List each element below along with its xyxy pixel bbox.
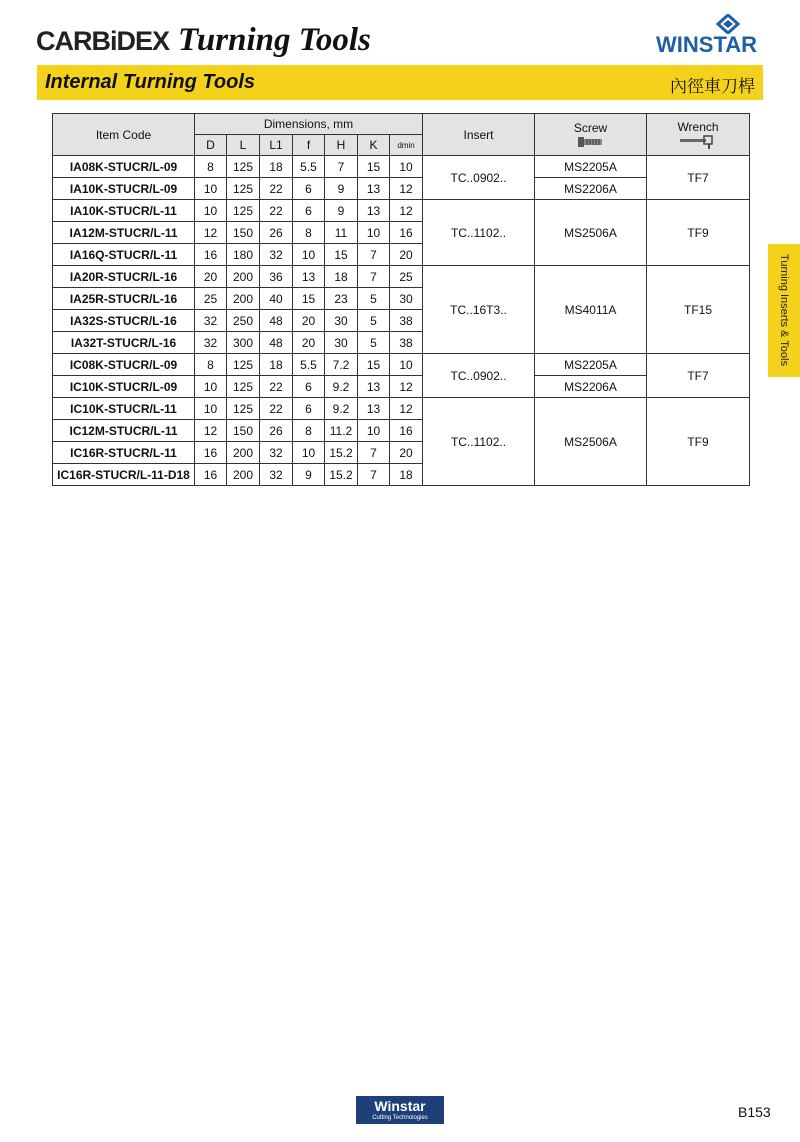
dim-cell: 9.2 bbox=[325, 376, 358, 398]
dim-cell: 20 bbox=[293, 310, 325, 332]
dim-cell: 32 bbox=[195, 332, 227, 354]
item-code-cell: IC12M-STUCR/L-11 bbox=[53, 420, 195, 442]
insert-cell: TC..1102.. bbox=[423, 398, 535, 486]
footer-winstar-logo bbox=[356, 1096, 444, 1124]
side-tab[interactable] bbox=[768, 244, 800, 377]
dim-cell: 7 bbox=[358, 266, 390, 288]
insert-cell: TC..1102.. bbox=[423, 200, 535, 266]
dim-cell: 12 bbox=[195, 420, 227, 442]
header-item-code: Item Code bbox=[53, 114, 195, 156]
dim-cell: 32 bbox=[260, 464, 293, 486]
dim-cell: 6 bbox=[293, 376, 325, 398]
dim-cell: 8 bbox=[293, 222, 325, 244]
dim-cell: 25 bbox=[390, 266, 423, 288]
dim-cell: 30 bbox=[325, 332, 358, 354]
dim-cell: 6 bbox=[293, 398, 325, 420]
item-code-cell: IC16R-STUCR/L-11 bbox=[53, 442, 195, 464]
dim-cell: 20 bbox=[390, 442, 423, 464]
screw-cell: MS2206A bbox=[535, 376, 647, 398]
header-dim-D: D bbox=[195, 135, 227, 156]
dim-cell: 6 bbox=[293, 200, 325, 222]
section-banner bbox=[37, 65, 763, 100]
dim-cell: 30 bbox=[390, 288, 423, 310]
wrench-cell: TF15 bbox=[647, 266, 750, 354]
table-row bbox=[53, 376, 750, 398]
screw-cell: MS2205A bbox=[535, 354, 647, 376]
dim-cell: 10 bbox=[358, 222, 390, 244]
dim-cell: 250 bbox=[227, 310, 260, 332]
header-screw bbox=[535, 114, 647, 156]
dim-cell: 32 bbox=[195, 310, 227, 332]
wrench-cell: TF9 bbox=[647, 398, 750, 486]
dim-cell: 20 bbox=[390, 244, 423, 266]
dim-cell: 5 bbox=[358, 310, 390, 332]
dim-cell: 16 bbox=[195, 244, 227, 266]
dim-cell: 15 bbox=[358, 354, 390, 376]
dim-cell: 7 bbox=[358, 464, 390, 486]
screw-cell: MS2206A bbox=[535, 178, 647, 200]
dim-cell: 12 bbox=[390, 178, 423, 200]
header-dim-f: f bbox=[293, 135, 325, 156]
header-dim-dmin: dmin bbox=[390, 135, 423, 156]
page-title: Turning Tools bbox=[178, 22, 371, 58]
insert-cell: TC..0902.. bbox=[423, 156, 535, 200]
dim-cell: 38 bbox=[390, 310, 423, 332]
spec-table bbox=[52, 113, 750, 486]
table-row bbox=[53, 200, 750, 222]
header-dim-K: K bbox=[358, 135, 390, 156]
page-number: B153 bbox=[738, 1104, 771, 1120]
dim-cell: 125 bbox=[227, 178, 260, 200]
dim-cell: 15.2 bbox=[325, 442, 358, 464]
dim-cell: 10 bbox=[195, 200, 227, 222]
item-code-cell: IC08K-STUCR/L-09 bbox=[53, 354, 195, 376]
dim-cell: 300 bbox=[227, 332, 260, 354]
dim-cell: 11.2 bbox=[325, 420, 358, 442]
screw-cell: MS2205A bbox=[535, 156, 647, 178]
item-code-cell: IA32T-STUCR/L-16 bbox=[53, 332, 195, 354]
dim-cell: 48 bbox=[260, 332, 293, 354]
dim-cell: 15 bbox=[358, 156, 390, 178]
screw-cell: MS4011A bbox=[535, 266, 647, 354]
footer-logo-tagline: Cutting Technologies bbox=[372, 1115, 428, 1121]
dim-cell: 18 bbox=[325, 266, 358, 288]
item-code-cell: IA10K-STUCR/L-11 bbox=[53, 200, 195, 222]
dim-cell: 16 bbox=[195, 442, 227, 464]
dim-cell: 12 bbox=[195, 222, 227, 244]
dim-cell: 10 bbox=[293, 442, 325, 464]
dim-cell: 125 bbox=[227, 398, 260, 420]
table-row bbox=[53, 398, 750, 420]
dim-cell: 150 bbox=[227, 222, 260, 244]
dim-cell: 10 bbox=[390, 156, 423, 178]
dim-cell: 26 bbox=[260, 420, 293, 442]
header-insert: Insert bbox=[423, 114, 535, 156]
item-code-cell: IA08K-STUCR/L-09 bbox=[53, 156, 195, 178]
dim-cell: 200 bbox=[227, 288, 260, 310]
item-code-cell: IA12M-STUCR/L-11 bbox=[53, 222, 195, 244]
header-screw-label: Screw bbox=[573, 120, 608, 135]
dim-cell: 200 bbox=[227, 266, 260, 288]
item-code-cell: IA20R-STUCR/L-16 bbox=[53, 266, 195, 288]
dim-cell: 13 bbox=[358, 398, 390, 420]
dim-cell: 5.5 bbox=[293, 156, 325, 178]
screw-icon bbox=[576, 135, 606, 149]
dim-cell: 125 bbox=[227, 200, 260, 222]
header-dim-L: L bbox=[227, 135, 260, 156]
dim-cell: 36 bbox=[260, 266, 293, 288]
dim-cell: 23 bbox=[325, 288, 358, 310]
insert-cell: TC..0902.. bbox=[423, 354, 535, 398]
wrench-cell: TF9 bbox=[647, 200, 750, 266]
dim-cell: 18 bbox=[390, 464, 423, 486]
dim-cell: 125 bbox=[227, 376, 260, 398]
dim-cell: 150 bbox=[227, 420, 260, 442]
item-code-cell: IA10K-STUCR/L-09 bbox=[53, 178, 195, 200]
dim-cell: 22 bbox=[260, 178, 293, 200]
dim-cell: 8 bbox=[195, 156, 227, 178]
dim-cell: 11 bbox=[325, 222, 358, 244]
dim-cell: 5 bbox=[358, 288, 390, 310]
dim-cell: 9 bbox=[325, 200, 358, 222]
table-row bbox=[53, 156, 750, 178]
dim-cell: 13 bbox=[358, 376, 390, 398]
dim-cell: 12 bbox=[390, 398, 423, 420]
dim-cell: 22 bbox=[260, 398, 293, 420]
winstar-logo-text: WINSTAR bbox=[656, 32, 758, 57]
dim-cell: 10 bbox=[195, 398, 227, 420]
screw-cell: MS2506A bbox=[535, 398, 647, 486]
dim-cell: 20 bbox=[293, 332, 325, 354]
dim-cell: 125 bbox=[227, 156, 260, 178]
dim-cell: 7 bbox=[358, 244, 390, 266]
dim-cell: 12 bbox=[390, 376, 423, 398]
dim-cell: 9 bbox=[293, 464, 325, 486]
section-title-chinese: 內徑車刀桿 bbox=[670, 77, 755, 97]
dim-cell: 200 bbox=[227, 442, 260, 464]
dim-cell: 10 bbox=[358, 420, 390, 442]
side-tab-label: Turning Inserts & Tools bbox=[778, 254, 790, 366]
dim-cell: 13 bbox=[358, 200, 390, 222]
wrench-cell: TF7 bbox=[647, 156, 750, 200]
section-title: Internal Turning Tools bbox=[45, 71, 255, 93]
header-dim-L1: L1 bbox=[260, 135, 293, 156]
table-row bbox=[53, 178, 750, 200]
dim-cell: 25 bbox=[195, 288, 227, 310]
dim-cell: 12 bbox=[390, 200, 423, 222]
dim-cell: 7.2 bbox=[325, 354, 358, 376]
dim-cell: 38 bbox=[390, 332, 423, 354]
carbidex-brand-logo: CARBiDEX bbox=[36, 26, 170, 56]
dim-cell: 8 bbox=[293, 420, 325, 442]
dim-cell: 7 bbox=[325, 156, 358, 178]
dim-cell: 16 bbox=[390, 420, 423, 442]
dim-cell: 15 bbox=[325, 244, 358, 266]
dim-cell: 15 bbox=[293, 288, 325, 310]
dim-cell: 15.2 bbox=[325, 464, 358, 486]
dim-cell: 125 bbox=[227, 354, 260, 376]
dim-cell: 18 bbox=[260, 156, 293, 178]
screw-cell: MS2506A bbox=[535, 200, 647, 266]
wrench-icon bbox=[678, 134, 718, 150]
dim-cell: 13 bbox=[293, 266, 325, 288]
item-code-cell: IA32S-STUCR/L-16 bbox=[53, 310, 195, 332]
dim-cell: 6 bbox=[293, 178, 325, 200]
dim-cell: 180 bbox=[227, 244, 260, 266]
dim-cell: 9 bbox=[325, 178, 358, 200]
dim-cell: 22 bbox=[260, 376, 293, 398]
item-code-cell: IA16Q-STUCR/L-11 bbox=[53, 244, 195, 266]
dim-cell: 22 bbox=[260, 200, 293, 222]
table-row bbox=[53, 266, 750, 288]
winstar-logo bbox=[656, 14, 766, 56]
dim-cell: 10 bbox=[390, 354, 423, 376]
dim-cell: 32 bbox=[260, 244, 293, 266]
dim-cell: 5 bbox=[358, 332, 390, 354]
dim-cell: 5.5 bbox=[293, 354, 325, 376]
header-wrench bbox=[647, 114, 750, 156]
dim-cell: 13 bbox=[358, 178, 390, 200]
dim-cell: 30 bbox=[325, 310, 358, 332]
dim-cell: 7 bbox=[358, 442, 390, 464]
item-code-cell: IC16R-STUCR/L-11-D18 bbox=[53, 464, 195, 486]
table-row bbox=[53, 354, 750, 376]
dim-cell: 26 bbox=[260, 222, 293, 244]
header-dimensions: Dimensions, mm bbox=[195, 114, 423, 135]
item-code-cell: IA25R-STUCR/L-16 bbox=[53, 288, 195, 310]
item-code-cell: IC10K-STUCR/L-09 bbox=[53, 376, 195, 398]
dim-cell: 20 bbox=[195, 266, 227, 288]
item-code-cell: IC10K-STUCR/L-11 bbox=[53, 398, 195, 420]
dim-cell: 16 bbox=[390, 222, 423, 244]
insert-cell: TC..16T3.. bbox=[423, 266, 535, 354]
dim-cell: 200 bbox=[227, 464, 260, 486]
header-wrench-label: Wrench bbox=[677, 119, 719, 134]
footer-logo-name: Winstar bbox=[374, 1098, 426, 1114]
dim-cell: 40 bbox=[260, 288, 293, 310]
dim-cell: 10 bbox=[293, 244, 325, 266]
dim-cell: 10 bbox=[195, 376, 227, 398]
header-dim-H: H bbox=[325, 135, 358, 156]
wrench-cell: TF7 bbox=[647, 354, 750, 398]
dim-cell: 16 bbox=[195, 464, 227, 486]
dim-cell: 9.2 bbox=[325, 398, 358, 420]
dim-cell: 18 bbox=[260, 354, 293, 376]
dim-cell: 32 bbox=[260, 442, 293, 464]
winstar-diamond-icon bbox=[716, 14, 740, 34]
dim-cell: 8 bbox=[195, 354, 227, 376]
dim-cell: 48 bbox=[260, 310, 293, 332]
dim-cell: 10 bbox=[195, 178, 227, 200]
